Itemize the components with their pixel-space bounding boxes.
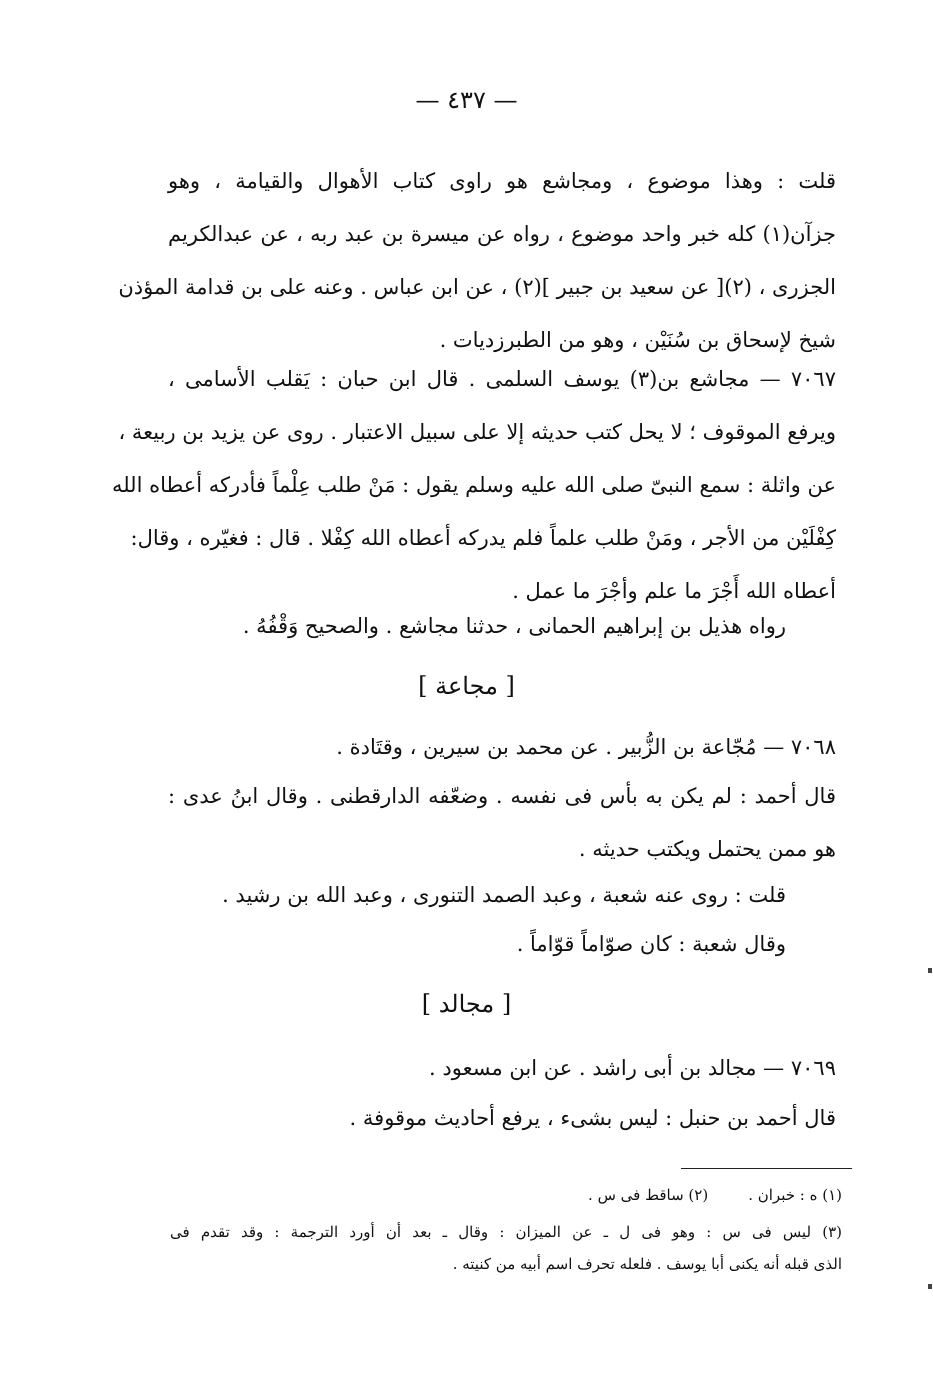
paragraph-narration — [168, 600, 836, 653]
heading-text: [ مجاعة ] — [418, 672, 515, 700]
paragraph-narrators — [168, 869, 836, 922]
text-line: هو ممن يحتمل ويكتب حديثه . — [578, 837, 836, 861]
paragraph-ibn-hanbal — [168, 1092, 836, 1145]
footnote-2: (٢) ساقط فى س . — [588, 1186, 709, 1204]
text-line: ويرفع الموقوف ؛ لا يحل كتب حديثه إلا على سبيل الاعتبار . روى عن يزيد بن ربيعة ، — [118, 420, 836, 444]
text-line: ٧٠٦٨ — مُجّاعة بن الزُّبير . عن محمد بن سيرين ، وقتَادة . — [336, 735, 836, 759]
footnote-separator — [681, 1168, 852, 1169]
paragraph-ahmad-opinion — [168, 770, 836, 876]
footnote-3-line-2: الذى قبله أنه يكنى أبا يوسف . فلعله تحرف اسم أبيه من كنيته . — [452, 1255, 842, 1273]
entry-7067 — [111, 353, 836, 618]
text-line: كِفْلَيْن من الأجر ، ومَنْ طلب علماً فلم يدركه أعطاه الله كِفْلا . قال : فغيّره ، وقال: — [130, 526, 836, 550]
text-line: قال أحمد : لم يكن به بأس فى نفسه . وضعّفه الدارقطنى . وقال ابنُ عدى : — [168, 784, 836, 808]
heading-text: [ مجالد ] — [421, 990, 512, 1018]
scan-speck — [928, 968, 932, 973]
footnote-3-line-1: (٣) ليس فى س : وهو فى ل ـ عن الميزان : وقال ـ بعد أن أورد الترجمة : وقد تقدم فى — [170, 1223, 842, 1241]
text-line: قلت : روى عنه شعبة ، وعبد الصمد التنورى ، وعبد الله بن رشيد . — [222, 883, 786, 907]
text-line: رواه هذيل بن إبراهيم الحمانى ، حدثنا مجاشع . والصحيح وَقْفُهُ . — [242, 614, 786, 638]
footnotes-row-1 — [170, 1182, 842, 1208]
scan-speck — [928, 1284, 932, 1289]
text-line: جزآن(١) كله خبر واحد موضوع ، رواه عن ميسرة بن عبد ربه ، عن عبدالكريم — [168, 222, 836, 246]
paragraph-shuba — [168, 918, 836, 971]
text-line: قلت : وهذا موضوع ، ومجاشع هو راوى كتاب الأهوال والقيامة ، وهو — [168, 169, 836, 193]
section-heading-mujalid — [0, 990, 933, 1018]
text-line: ٧٠٦٧ — مجاشع بن(٣) يوسف السلمى . قال ابن حبان : يَقلب الأسامى ، — [168, 367, 836, 391]
section-heading-mujaa — [0, 672, 933, 700]
page-number: — ٤٣٧ — — [415, 86, 518, 114]
entry-7069 — [168, 1042, 836, 1095]
text-line: قال أحمد بن حنبل : ليس بشىء ، يرفع أحاديث موقوفة . — [349, 1106, 836, 1130]
entry-7068 — [168, 721, 836, 774]
text-line: ٧٠٦٩ — مجالد بن أبى راشد . عن ابن مسعود . — [429, 1056, 836, 1080]
footnote-1: (١) ه : خبران . — [748, 1186, 842, 1204]
text-line: وقال شعبة : كان صوّاماً قوّاماً . — [516, 932, 786, 956]
text-line: الجزرى ، (٢)[ عن سعيد بن جبير ](٢) ، عن ابن عباس . وعنه على بن قدامة المؤذن — [118, 275, 836, 299]
paragraph-note-mujashi — [118, 155, 836, 367]
text-line: شيخ لإسحاق بن سُنَيْن ، وهو من الطبرزديات . — [439, 328, 836, 352]
text-line: عن واثلة : سمع النبىّ صلى الله عليه وسلم يقول : مَنْ طلب عِلْماً فأدركه أعطاه الله — [111, 473, 836, 497]
text-line: أعطاه الله أَجْرَ ما علم وأجْرَ ما عمل . — [512, 579, 836, 603]
